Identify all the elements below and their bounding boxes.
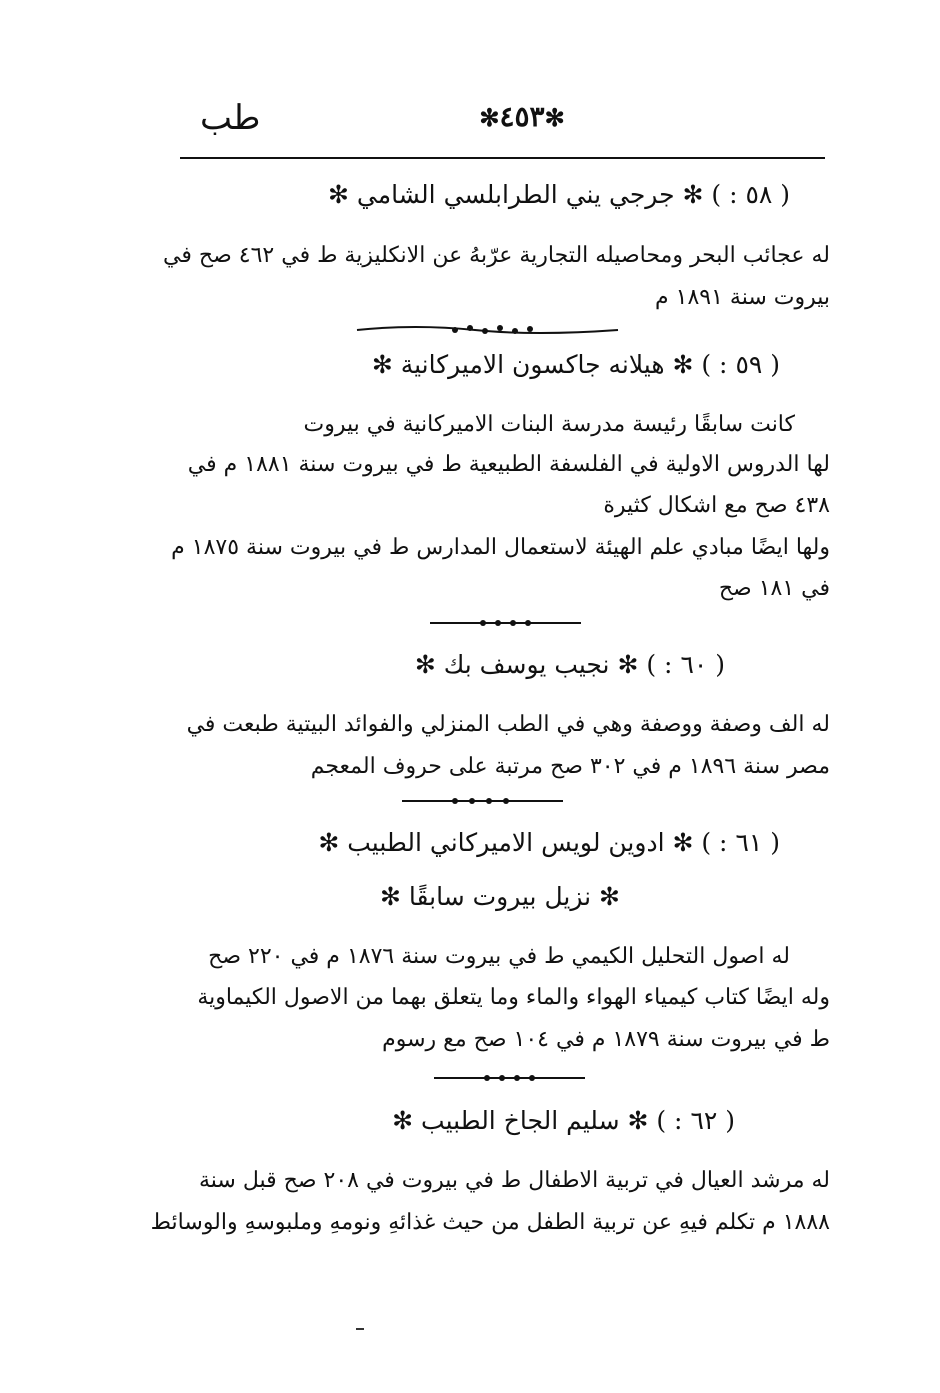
entry-line: ط في بيروت سنة ١٨٧٩ م في ١٠٤ صح مع رسوم	[382, 1027, 830, 1052]
entry-heading-62: ( ٦٢ : ) ✻ سليم الجاخ الطبيب ✻	[392, 1106, 735, 1135]
ornamental-divider	[355, 320, 620, 340]
entry-heading-59: ( ٥٩ : ) ✻ هيلانه جاكسون الاميركانية ✻	[371, 350, 780, 379]
entry-line: له مرشد العيال في تربية الاطفال ط في بيروت في ٢٠٨ صح قبل سنة	[198, 1168, 830, 1193]
ornamental-divider	[432, 1070, 587, 1086]
entry-line: له عجائب البحر ومحاصيله التجارية عرّبهُ عن الانكليزية ط في ٤٦٢ صح في	[163, 243, 830, 268]
entry-line: ١٨٨٨ م تكلم فيهِ عن تربية الطفل من حيث غذائهِ ونومهِ وملبوسهِ والوسائط	[150, 1210, 830, 1235]
entry-line: كانت سابقًا رئيسة مدرسة البنات الاميركانية في بيروت	[303, 412, 795, 437]
entry-line: له الف وصفة ووصفة وهي في الطب المنزلي والفوائد البيتية طبعت في	[186, 712, 830, 737]
page-number-ornament-right: ✻	[544, 103, 565, 132]
running-head: طب	[200, 98, 261, 138]
entry-line: بيروت سنة ١٨٩١ م	[655, 285, 830, 310]
page-number-ornament-left: ✻	[479, 103, 500, 132]
entry-line: لها الدروس الاولية في الفلسفة الطبيعية ط في بيروت سنة ١٨٨١ م في	[187, 452, 830, 477]
stray-mark	[356, 1328, 364, 1330]
entry-line: ٤٣٨ صح مع اشكال كثيرة	[603, 493, 830, 518]
entry-heading-61: ( ٦١ : ) ✻ ادوين لويس الاميركاني الطبيب ✻	[318, 828, 780, 857]
ornamental-divider	[400, 793, 565, 809]
entry-line: مصر سنة ١٨٩٦ م في ٣٠٢ صح مرتبة على حروف المعجم	[310, 754, 830, 779]
page-number-value: ٤٥٣	[499, 100, 545, 133]
entry-line: في ١٨١ صح	[718, 576, 830, 601]
entry-heading-60: ( ٦٠ : ) ✻ نجيب يوسف بك ✻	[414, 650, 725, 679]
page-number	[462, 100, 582, 133]
entry-line: وله ايضًا كتاب كيمياء الهواء والماء وما يتعلق بهما من الاصول الكيماوية	[197, 985, 830, 1010]
entry-line: ولها ايضًا مبادي علم الهيئة لاستعمال المدارس ط في بيروت سنة ١٨٧٥ م	[171, 535, 830, 560]
header-rule	[180, 157, 825, 159]
entry-heading-58: ( ٥٨ : ) ✻ جرجي يني الطرابلسي الشامي ✻	[328, 180, 790, 209]
ornamental-divider	[428, 615, 583, 631]
entry-subheading-61: ✻ نزيل بيروت سابقًا ✻	[379, 882, 620, 911]
entry-line: له اصول التحليل الكيمي ط في بيروت سنة ١٨٧٦ م في ٢٢٠ صح	[208, 944, 790, 969]
